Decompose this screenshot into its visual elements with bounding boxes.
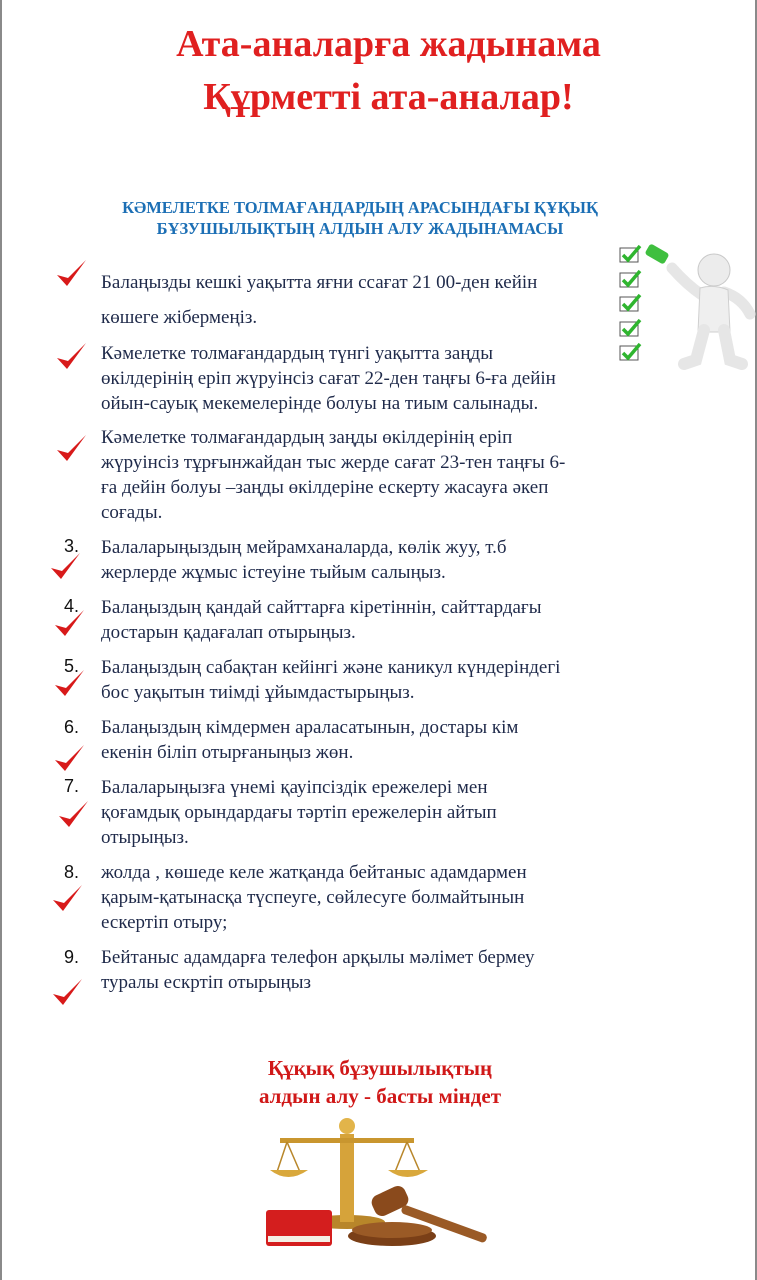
- memo-heading-line-2: БҰЗУШЫЛЫҚТЫҢ АЛДЫН АЛУ ЖАДЫНАМАСЫ: [156, 219, 564, 238]
- red-check-icon: [56, 798, 90, 832]
- list-number: 5.: [64, 656, 80, 676]
- list-item-line: екенін біліп отырғаныңыз жөн.: [101, 742, 354, 763]
- list-item-line: ескертіп отыру;: [101, 912, 228, 933]
- red-check-icon: [48, 550, 82, 584]
- list-item-line: Балаңыздың сабақтан кейінгі және каникул күндеріндегі: [101, 657, 561, 678]
- list-item-line: көшеге жібермеңіз.: [101, 307, 258, 328]
- memo-heading: [60, 197, 660, 239]
- list-item-line: жүруінсіз тұрғынжайдан тыс жерде сағат 23-тен таңғы 6-: [101, 452, 566, 473]
- memo-heading-line-1: КӘМЕЛЕТКЕ ТОЛМАҒАНДАРДЫҢ АРАСЫНДАҒЫ ҚҰҚЫҚ: [122, 198, 598, 217]
- list-item: [101, 715, 661, 765]
- list-number: 9.: [64, 947, 80, 967]
- list-item-line: отырыңыз.: [101, 827, 189, 848]
- red-check-icon: [54, 257, 88, 291]
- list-item-line: Балаңыздың кімдермен араласатынын, достары кім: [101, 717, 519, 738]
- list-item-line: қарым-қатынасқа түспеуге, сөйлесуге болмайтынын: [101, 887, 525, 908]
- scales-of-justice-icon: [252, 1112, 514, 1254]
- list-item-line: Кәмелетке толмағандардың заңды өкілдерінің еріп: [101, 427, 513, 448]
- list-item: [101, 945, 661, 995]
- page-title: Ата-аналарға жадынама: [176, 23, 601, 65]
- list-number: 8.: [64, 862, 80, 882]
- list-item-line: Бейтаныс адамдарға телефон арқылы мәлімет бермеу: [101, 947, 535, 968]
- list-item-line: жерлерде жұмыс істеуіне тыйым салыңыз.: [101, 562, 446, 583]
- list-item-line: Балаларыңыздың мейрамханаларда, көлік жуу, т.б: [101, 537, 507, 558]
- red-check-icon: [50, 976, 84, 1010]
- list-item: [101, 775, 661, 850]
- list-item-line: туралы ескртіп отырыңыз: [101, 972, 311, 993]
- list-item-line: Балаларыңызға үнемі қауіпсіздік ережелері мен: [101, 777, 488, 798]
- list-item: [101, 425, 661, 525]
- list-item: [101, 595, 661, 645]
- list-item-line: Кәмелетке толмағандардың түнгі уақытта заңды: [101, 343, 493, 364]
- list-item: [101, 270, 661, 330]
- list-item: [101, 341, 661, 416]
- red-check-icon: [54, 432, 88, 466]
- list-item-line: ға дейін болуы –заңды өкілдеріне ескерту жасауға әкеп: [101, 477, 549, 498]
- red-check-icon: [52, 742, 86, 776]
- list-item-line: соғады.: [101, 502, 163, 523]
- page-greeting: Құрметті ата-аналар!: [203, 76, 574, 118]
- footer-slogan-line-1: Құқық бұзушылықтың: [267, 1056, 493, 1080]
- footer-slogan-line-2: алдын алу - басты міндет: [258, 1084, 502, 1108]
- list-item: [101, 535, 661, 585]
- red-check-icon: [52, 667, 86, 701]
- list-item: [101, 655, 661, 705]
- list-item-line: өкілдерінің еріп жүруінсіз сағат 22-ден таңғы 6-ға дейін: [101, 368, 556, 389]
- list-number: 7.: [64, 776, 80, 796]
- red-check-icon: [52, 607, 86, 641]
- list-item-line: жолда , көшеде келе жатқанда бейтаныс адамдармен: [101, 862, 527, 883]
- list-item-line: бос уақытын тиімді ұйымдастырыңыз.: [101, 682, 415, 703]
- red-check-icon: [54, 340, 88, 374]
- red-check-icon: [50, 882, 84, 916]
- list-item-line: қоғамдық орындардағы тәртіп ережелерін айтып: [101, 802, 497, 823]
- list-item-line: достарын қадағалап отырыңыз.: [101, 622, 356, 643]
- list-number: 3.: [64, 536, 80, 556]
- list-item: [101, 860, 661, 935]
- list-number: 6.: [64, 717, 80, 737]
- list-item-line: Балаңыздың қандай сайттарға кіретіннін, сайттардағы: [101, 597, 542, 618]
- list-item-line: ойын-сауық мекемелерінде болуы на тиым салынады.: [101, 393, 539, 414]
- list-number: 4.: [64, 596, 80, 616]
- list-item-line: Балаңызды кешкі уақытта яғни ссағат 21 00-ден кейін: [101, 272, 538, 293]
